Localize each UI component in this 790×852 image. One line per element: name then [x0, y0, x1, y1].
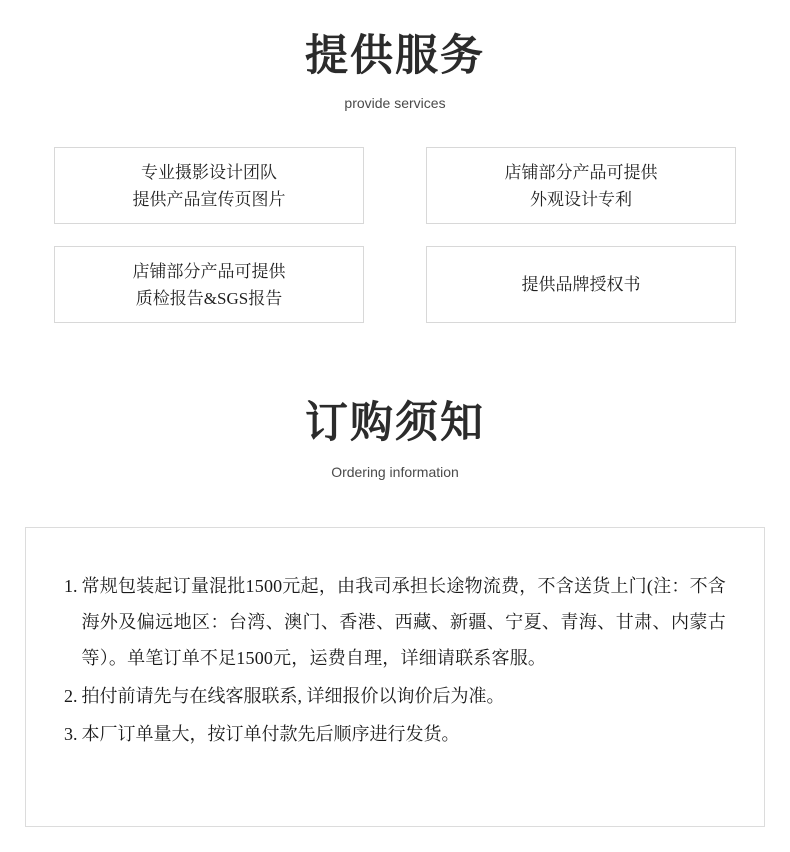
ordering-note-number: 2. — [64, 686, 78, 706]
service-card — [426, 246, 736, 323]
ordering-heading-en: Ordering information — [331, 464, 459, 480]
service-card-line2: 质检报告&SGS报告 — [135, 288, 283, 308]
ordering-note — [64, 568, 726, 676]
service-card-line1: 店铺部分产品可提供 — [504, 162, 658, 182]
ordering-notes-box — [25, 527, 765, 827]
service-card-line1: 提供品牌授权书 — [521, 275, 641, 294]
ordering-note — [64, 678, 726, 714]
service-card-grid — [54, 147, 736, 323]
services-heading-en: provide services — [344, 95, 446, 111]
service-card-line2: 提供产品宣传页图片 — [132, 189, 286, 209]
ordering-note-text: 本厂订单量大，按订单付款先后顺序进行发货。 — [81, 724, 460, 744]
services-heading-zh: 提供服务 — [305, 32, 485, 80]
ordering-note-number: 1. — [64, 576, 78, 596]
ordering-section-header — [0, 323, 790, 483]
ordering-note-text: 拍付前请先与在线客服联系, 详细报价以询价后为准。 — [81, 686, 505, 706]
service-card-line2: 外观设计专利 — [530, 189, 632, 209]
ordering-heading-zh: 订购须知 — [305, 399, 485, 447]
ordering-note — [64, 716, 726, 752]
services-section-header — [0, 0, 790, 114]
ordering-note-text: 常规包装起订量混批1500元起，由我司承担长途物流费，不含送货上门(注：不含海外及偏远地区：台湾、澳门、香港、西藏、新疆、宁夏、青海、甘肃、内蒙古等）。单笔订单不足1500元，运费自理，详细请联系客服。 — [81, 576, 726, 668]
ordering-note-number: 3. — [64, 724, 78, 744]
service-card — [54, 147, 364, 224]
service-card — [426, 147, 736, 224]
service-card-line1: 店铺部分产品可提供 — [132, 261, 286, 281]
service-card-line1: 专业摄影设计团队 — [141, 162, 277, 182]
service-card — [54, 246, 364, 323]
